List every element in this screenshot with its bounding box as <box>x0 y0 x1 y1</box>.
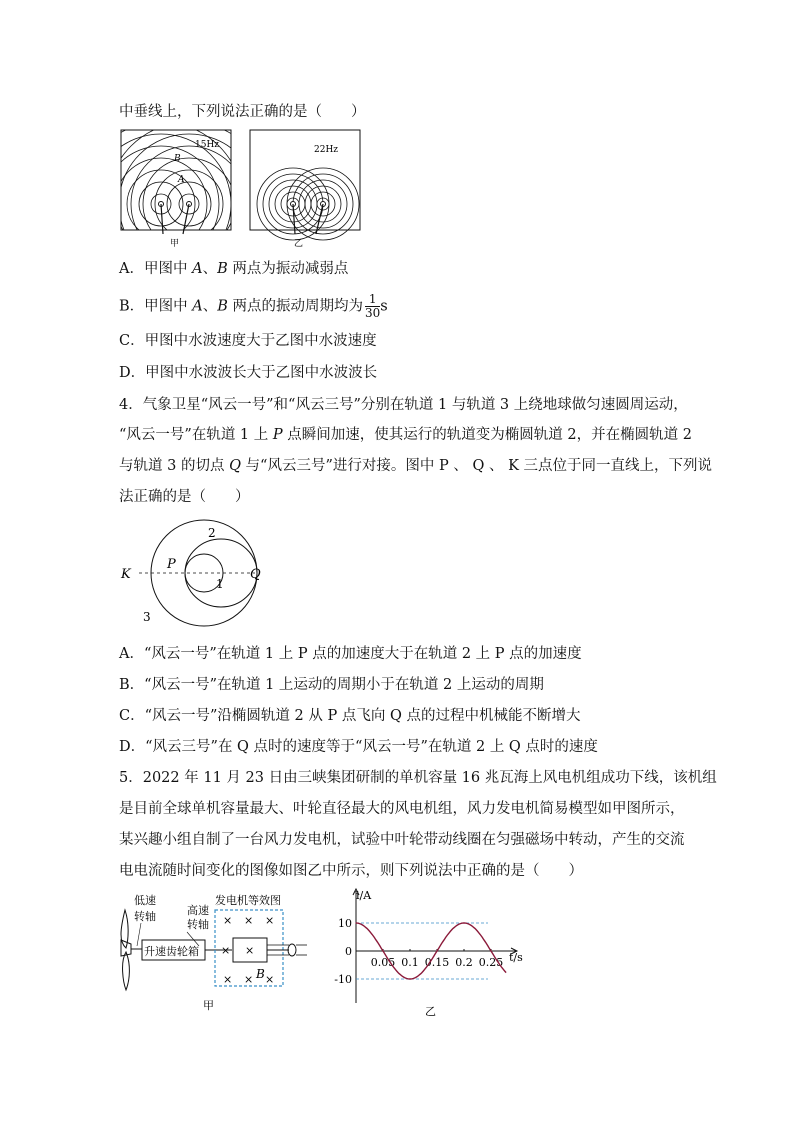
caption-yi-q5: 乙 <box>425 1005 436 1018</box>
orbit-1-label: 1 <box>216 577 224 591</box>
data-point <box>450 931 451 932</box>
field-cross: × <box>223 914 233 927</box>
freq-label-jia: 15Hz <box>195 140 220 150</box>
field-cross: × <box>223 973 233 986</box>
data-point <box>396 970 397 971</box>
data-point <box>477 931 478 932</box>
q5-stem-line2: 是目前全球单机容量最大、叶轮直径最大的风电机组，风力发电机简易模型如甲图所示， <box>119 801 685 817</box>
orbit-diagram <box>117 516 277 628</box>
freq-label-yi: 22Hz <box>314 145 339 155</box>
q4-stem-line4: 法正确的是（ ） <box>119 489 250 505</box>
equivalent-label: 发电机等效图 <box>215 894 281 907</box>
x-tick-label: 0.05 <box>370 956 396 969</box>
current-time-chart <box>330 885 530 1020</box>
blade-icon <box>121 910 131 990</box>
q4-stem-line2: “风云一号”在轨道 1 上 P 点瞬间加速，使其运行的轨道变为椭圆轨道 2，并在椭圆轨道 2 <box>119 427 692 443</box>
q5-stem-line4: 电电流随时间变化的图像如图乙中所示，则下列说法中正确的是（ ） <box>119 863 583 879</box>
wave-interference-figure-yi <box>250 130 362 250</box>
q3-stem-tail: 中垂线上，下列说法正确的是（ ） <box>119 104 366 120</box>
q4-stem-line3: 与轨道 3 的切点 Q 与“风云三号”进行对接。图中 P 、 Q 、 K 三点位于同一直线上，下列说 <box>119 458 713 474</box>
data-point <box>355 922 356 923</box>
q4-option-b: B．“风云一号”在轨道 1 上运动的周期小于在轨道 2 上运动的周期 <box>119 677 544 693</box>
q4-stem-line1: 4．气象卫星“风云一号”和“风云三号”分别在轨道 1 与轨道 3 上绕地球做匀速圆周运动， <box>119 397 688 413</box>
point-q-label: Q <box>250 567 261 582</box>
point-b-label: B <box>174 154 181 164</box>
wave-interference-figure-jia <box>121 130 233 250</box>
data-point <box>436 950 437 951</box>
q3-option-c: C．甲图中水波速度大于乙图中水波速度 <box>119 333 377 349</box>
field-cross: × <box>221 944 231 957</box>
data-point <box>490 950 491 951</box>
x-tick-label: 0.15 <box>424 956 450 969</box>
x-tick-label: 0.2 <box>455 956 473 969</box>
x-axis-label: t/s <box>509 951 523 964</box>
field-cross: × <box>244 973 254 986</box>
y-tick-label: 0 <box>345 945 352 958</box>
fraction-period: $\frac{1}{30}$ <box>365 292 381 320</box>
data-point <box>504 970 505 971</box>
field-cross: × <box>245 944 255 957</box>
q5-stem-line1: 5．2022 年 11 月 23 日由三峡集团研制的单机容量 16 兆瓦海上风电机组成功下线，该机组 <box>119 770 717 786</box>
point-k-label: K <box>121 567 131 582</box>
q3-option-d: D．甲图中水波波长大于乙图中水波波长 <box>119 365 378 381</box>
q3-option-b: B．甲图中 A、B 两点的振动周期均为 $\frac{1}{30}$ s <box>119 292 388 320</box>
y-tick-label: -10 <box>334 973 352 986</box>
field-cross: × <box>265 973 275 986</box>
field-cross: × <box>244 914 254 927</box>
data-point <box>423 970 424 971</box>
field-b-label: B <box>256 967 265 981</box>
orbit-3-label: 3 <box>143 610 151 624</box>
high-speed-label-1: 高速 <box>187 904 209 917</box>
low-speed-label-2: 转轴 <box>134 910 156 923</box>
x-tick-label: 0.1 <box>401 956 419 969</box>
caption-yi: 乙 <box>294 239 304 249</box>
caption-jia-q5: 甲 <box>203 999 214 1012</box>
point-p-label: P <box>167 557 176 572</box>
field-cross: × <box>265 914 275 927</box>
q3-option-a: A．甲图中 A、B 两点为振动减弱点 <box>119 261 349 277</box>
y-axis-label: i/A <box>356 889 372 902</box>
x-tick-label: 0.25 <box>478 956 504 969</box>
y-tick-label: 10 <box>338 917 352 930</box>
caption-jia: 甲 <box>170 239 180 249</box>
q4-option-c: C．“风云一号”沿椭圆轨道 2 从 P 点飞向 Q 点的过程中机械能不断增大 <box>119 708 581 724</box>
low-speed-label-1: 低速 <box>134 894 156 907</box>
gearbox-label: 升速齿轮箱 <box>144 945 199 958</box>
high-speed-label-2: 转轴 <box>187 918 209 931</box>
q4-option-d: D．“风云三号”在 Q 点时的速度等于“风云一号”在轨道 2 上 Q 点时的速度 <box>119 739 598 755</box>
data-point <box>409 978 410 979</box>
orbit-2-label: 2 <box>208 526 216 540</box>
data-point <box>369 931 370 932</box>
q4-option-a: A．“风云一号”在轨道 1 上 P 点的加速度大于在轨道 2 上 P 点的加速度 <box>119 646 582 662</box>
wind-generator-figure <box>117 890 322 1015</box>
data-point <box>382 950 383 951</box>
q5-stem-line3: 某兴趣小组自制了一台风力发电机，试验中叶轮带动线圈在匀强磁场中转动，产生的交流 <box>119 832 685 848</box>
data-point <box>463 922 464 923</box>
point-a-label: A <box>178 175 185 185</box>
